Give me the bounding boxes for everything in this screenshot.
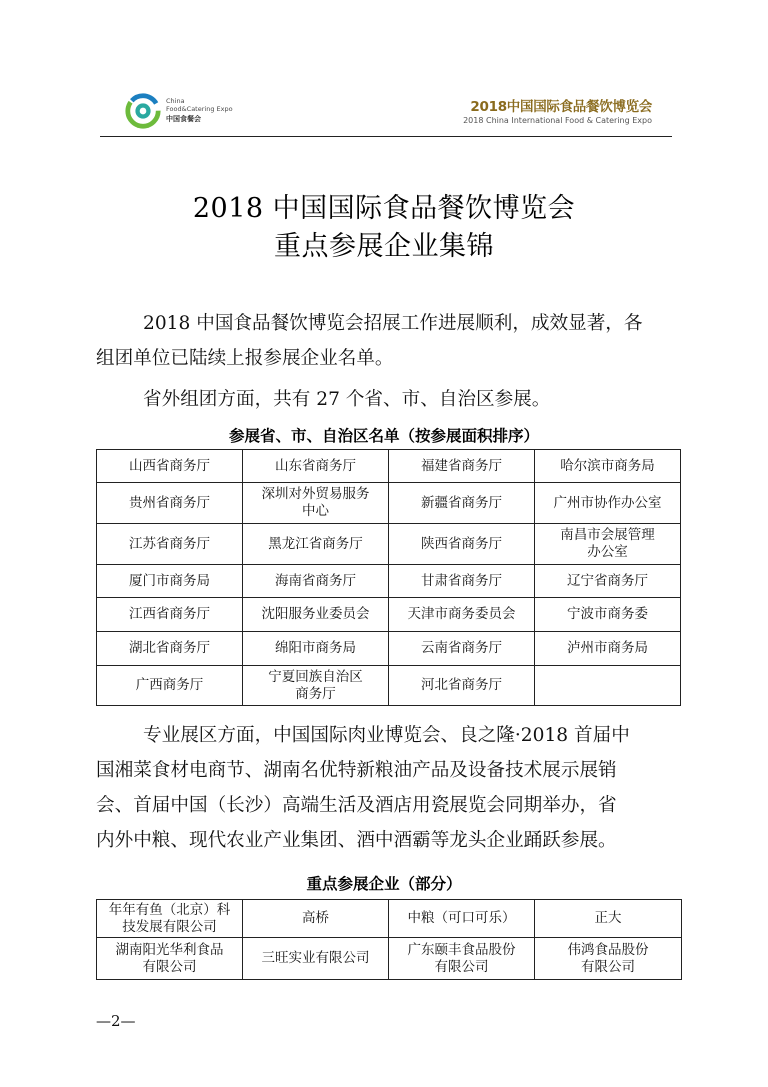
table-cell: 贵州省商务厅 [97,483,243,524]
table-cell: 天津市商务委员会 [389,598,535,632]
table-cell: 江苏省商务厅 [97,524,243,565]
provinces-table [96,449,681,706]
header-divider [100,136,672,137]
table-cell: 三旺实业有限公司 [243,938,389,980]
table-cell: 哈尔滨市商务局 [535,450,681,483]
table-cell: 湖南阳光华利食品 有限公司 [97,938,243,980]
page-number: —2— [96,1012,136,1030]
table-cell: 宁波市商务委 [535,598,681,632]
paragraph-line: 组团单位已陆续上报参展企业名单。 [96,348,394,369]
table-cell: 甘肃省商务厅 [389,565,535,598]
table-cell: 陕西省商务厅 [389,524,535,565]
paragraph-line: 会、首届中国（长沙）高端生活及酒店用瓷展览会同期举办，省 [96,795,617,816]
table-caption: 重点参展企业（部分） [306,874,462,893]
table-cell: 山西省商务厅 [97,450,243,483]
table-cell: 福建省商务厅 [389,450,535,483]
table-cell: 新疆省商务厅 [389,483,535,524]
paragraph-line: 国湘菜食材电商节、湖南名优特新粮油产品及设备技术展示展销 [96,760,617,781]
table-cell: 辽宁省商务厅 [535,565,681,598]
table-cell: 深圳对外贸易服务 中心 [243,483,389,524]
table-row [97,938,682,980]
table-cell: 山东省商务厅 [243,450,389,483]
paragraph-line: 内外中粮、现代农业产业集团、酒中酒霸等龙头企业踊跃参展。 [96,830,617,851]
table-cell: 广西商务厅 [97,666,243,706]
table-row [97,598,681,632]
document-subtitle: 重点参展企业集锦 [274,231,494,262]
table-cell: 年年有鱼（北京）科 技发展有限公司 [97,900,243,938]
table-row [97,524,681,565]
table-cell: 中粮（可口可乐） [389,900,535,938]
table-cell: 南昌市会展管理 办公室 [535,524,681,565]
table-cell: 绵阳市商务局 [243,632,389,666]
document-title: 2018 中国国际食品餐饮博览会 [192,193,576,224]
table-cell: 海南省商务厅 [243,565,389,598]
table-cell: 广州市协作办公室 [535,483,681,524]
table-cell: 高桥 [243,900,389,938]
table-cell: 河北省商务厅 [389,666,535,706]
table-cell: 湖北省商务厅 [97,632,243,666]
expo-title-en: 2018 China International Food & Catering Expo [463,116,652,125]
table-cell [535,666,681,706]
table-row [97,900,682,938]
logo-text-line: China [166,97,185,105]
table-row [97,666,681,706]
table-row [97,632,681,666]
key-exhibitors-table [96,899,682,980]
paragraph-line: 专业展区方面，中国国际肉业博览会、良之隆·2018 首届中 [143,725,630,746]
table-cell: 正大 [535,900,682,938]
expo-logo-icon [124,92,162,130]
table-cell: 伟鸿食品股份 有限公司 [535,938,682,980]
expo-title-cn: 2018中国国际食品餐饮博览会 [470,99,652,115]
table-cell: 沈阳服务业委员会 [243,598,389,632]
paragraph-line: 省外组团方面，共有 27 个省、市、自治区参展。 [143,389,551,410]
table-row [97,565,681,598]
table-cell: 广东颐丰食品股份 有限公司 [389,938,535,980]
paragraph-line: 2018 中国食品餐饮博览会招展工作进展顺利，成效显著，各 [143,313,643,334]
table-row [97,483,681,524]
table-cell: 黑龙江省商务厅 [243,524,389,565]
table-caption: 参展省、市、自治区名单（按参展面积排序） [228,426,539,445]
table-cell: 云南省商务厅 [389,632,535,666]
table-cell: 泸州市商务局 [535,632,681,666]
logo-text-cn: 中国食餐会 [166,115,201,123]
logo-text-line: Food&Catering Expo [166,105,233,113]
table-cell: 厦门市商务局 [97,565,243,598]
table-cell: 宁夏回族自治区 商务厅 [243,666,389,706]
table-cell: 江西省商务厅 [97,598,243,632]
table-row [97,450,681,483]
